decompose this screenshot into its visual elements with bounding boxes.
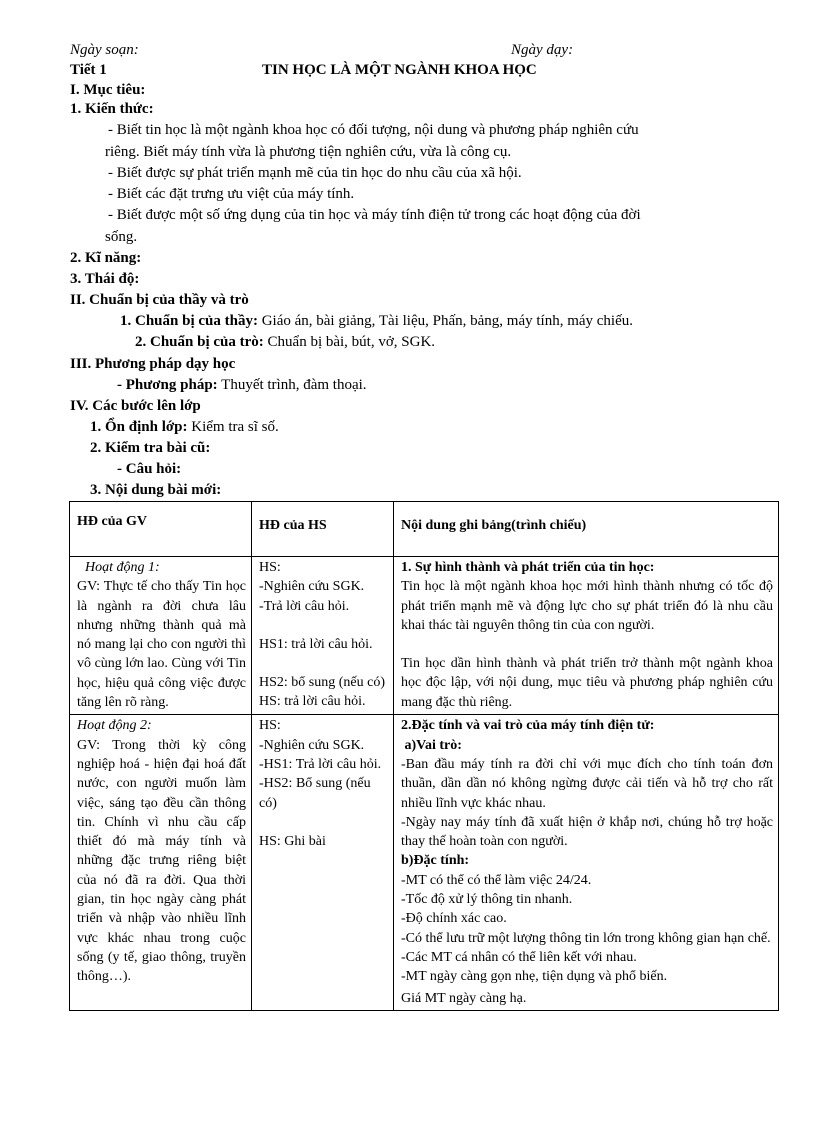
step-1-text: Kiểm tra sĩ số. [187, 419, 279, 435]
knowledge-item-1a: - Biết tin học là một ngành khoa học có đối tượng, nội dung và phương pháp nghiên cứu [108, 122, 639, 138]
row1-hs-line: -Trả lời câu hỏi. [259, 598, 350, 614]
knowledge-item-1b: riêng. Biết máy tính vừa là phương tiện nghiên cứu, vừa là công cụ. [105, 144, 512, 160]
table-header-row [70, 502, 779, 557]
knowledge-heading: 1. Kiến thức: [70, 101, 154, 117]
teacher-preparation [120, 311, 633, 332]
student-preparation-text: Chuẩn bị bài, bút, vở, SGK. [263, 334, 436, 350]
preparation-heading: II. Chuẩn bị của thầy và trò [70, 292, 249, 308]
row2-hs-line: HS: Ghi bài [259, 833, 326, 849]
traits-heading: b)Đặc tính: [401, 853, 470, 869]
row2-gv-title: Hoạt động 2: [77, 718, 152, 734]
role-paragraph-1: -Ban đầu máy tính ra đời chỉ với mục đích cho tính toán đơn thuần, dần dần nó không ngừng được cải tiến và hỗ trợ cho rất nhiều lĩnh vực khác nhau. [401, 756, 773, 811]
page-title: TIN HỌC LÀ MỘT NGÀNH KHOA HỌC [262, 62, 537, 78]
method-line [117, 375, 367, 396]
header-gv: HĐ của GV [70, 502, 252, 557]
row2-hs-line: HS: [259, 718, 281, 734]
row2-hs-cell [252, 715, 394, 1010]
trait-item: -Độ chính xác cao. [401, 911, 507, 927]
row2-content-cell [394, 715, 779, 1010]
header-hs: HĐ của HS [252, 502, 394, 557]
knowledge-item-2: - Biết được sự phát triển mạnh mẽ của tin học do nhu cầu của xã hội. [108, 165, 522, 181]
student-preparation [135, 332, 435, 353]
objectives-heading: I. Mục tiêu: [70, 82, 146, 98]
lesson-table [69, 501, 779, 1011]
method-heading: III. Phương pháp dạy học [70, 356, 236, 372]
row1-gv-text: GV: Thực tế cho thấy Tin học là ngành ra đời chưa lâu nhưng những thành quả mà nó mang lại cho con người thì vô cùng lớn lao. Cùng với Tin học, hiệu quả công việc được tăng lên rõ ràng. [77, 579, 246, 711]
trait-item: -Các MT cá nhân có thể liên kết với nhau. [401, 949, 637, 965]
trait-item: Giá MT ngày càng hạ. [401, 990, 527, 1006]
row2-hs-line: -HS2: Bổ sung (nếu có) [259, 776, 371, 811]
teacher-preparation-label: 1. Chuẩn bị của thầy: [120, 313, 258, 329]
date-taught-label: Ngày dạy: [511, 42, 574, 58]
step-3-label: 3. Nội dung bài mới: [90, 482, 222, 498]
knowledge-item-4b: sống. [105, 229, 138, 245]
row1-hs-line: -Nghiên cứu SGK. [259, 579, 365, 595]
row1-hs-line: HS: trả lời câu hỏi. [259, 694, 366, 710]
header-content: Nội dung ghi bảng(trình chiếu) [394, 502, 779, 557]
table-row [70, 557, 779, 715]
row2-content-title: 2.Đặc tính và vai trò của máy tính điện tử: [401, 718, 655, 734]
table-row [70, 715, 779, 1010]
steps-heading: IV. Các bước lên lớp [70, 398, 201, 414]
knowledge-item-4a: - Biết được một số ứng dụng của tin học và máy tính điện tử trong các hoạt động của đời [108, 207, 641, 223]
method-label: - Phương pháp: [117, 377, 218, 393]
row1-gv-title: Hoạt động 1: [85, 560, 160, 575]
trait-item: -Tốc độ xử lý thông tin nhanh. [401, 892, 573, 908]
period-label: Tiết 1 [70, 62, 107, 78]
row1-content-paragraph-1: Tin học là một ngành khoa học mới hình thành nhưng có tốc độ phát triển mạnh mẽ và động lực cho sự phát triển đó là nhu cầu khai thác tài nguyên thông tin của con người. [401, 579, 773, 633]
row2-hs-line: -Nghiên cứu SGK. [259, 737, 365, 753]
row1-gv-cell [70, 557, 252, 715]
role-heading: a)Vai trò: [401, 737, 462, 753]
step-2-label: 2. Kiểm tra bài cũ: [90, 440, 211, 456]
trait-item: -Có thể lưu trữ một lượng thông tin lớn trong không gian hạn chế. [401, 930, 771, 946]
row1-hs-cell [252, 557, 394, 715]
student-preparation-label: 2. Chuẩn bị của trò: [135, 334, 264, 350]
role-paragraph-2: -Ngày nay máy tính đã xuất hiện ở khắp nơi, chúng hỗ trợ hoặc thay thế hoàn toàn con người. [401, 814, 773, 850]
step-2-question: - Câu hỏi: [117, 461, 182, 477]
row1-hs-line: HS1: trả lời câu hỏi. [259, 636, 373, 652]
trait-item: -MT có thể có thể làm việc 24/24. [401, 872, 592, 888]
knowledge-item-3: - Biết các đặt trưng ưu việt của máy tính. [108, 186, 355, 202]
step-1-label: 1. Ổn định lớp: [90, 419, 188, 435]
trait-item: -MT ngày càng gọn nhẹ, tiện dụng và phổ biến. [401, 969, 668, 985]
row1-content-paragraph-2: Tin học dần hình thành và phát triển trở thành một ngành khoa học độc lập, với nội dung, mục tiêu và phương pháp nghiên cứu mang đặc thù riêng. [401, 656, 773, 710]
teacher-preparation-text: Giáo án, bài giảng, Tài liệu, Phấn, bảng, máy tính, máy chiếu. [257, 313, 634, 329]
row2-gv-cell [70, 715, 252, 1010]
row1-content-cell [394, 557, 779, 715]
row2-hs-line: -HS1: Trả lời câu hỏi. [259, 756, 382, 772]
skills-heading: 2. Kĩ năng: [70, 250, 142, 266]
row2-gv-text: GV: Trong thời kỳ công nghiệp hoá - hiện đại hoá đất nước, con người muốn làm việc, sáng tạo đều cần thông tin. Chính vì nhu cầu cấp thiết đó mà máy tính và những đặc trưng riêng biệt của nó đã ra đời. Qua thời gian, tin học ngày càng phát triển và nhập vào nhiều lĩnh vực khác nhau trong cuộc sống (y tế, giao thông, truyền thông…). [77, 737, 246, 985]
row1-hs-line: HS: [259, 560, 281, 575]
method-text: Thuyết trình, đàm thoại. [217, 377, 367, 393]
row1-content-title: 1. Sự hình thành và phát triển của tin học: [401, 560, 655, 575]
step-1 [90, 417, 279, 438]
attitude-heading: 3. Thái độ: [70, 271, 140, 287]
date-prepared-label: Ngày soạn: [70, 42, 139, 58]
row1-hs-line: HS2: bổ sung (nếu có) [259, 675, 385, 691]
